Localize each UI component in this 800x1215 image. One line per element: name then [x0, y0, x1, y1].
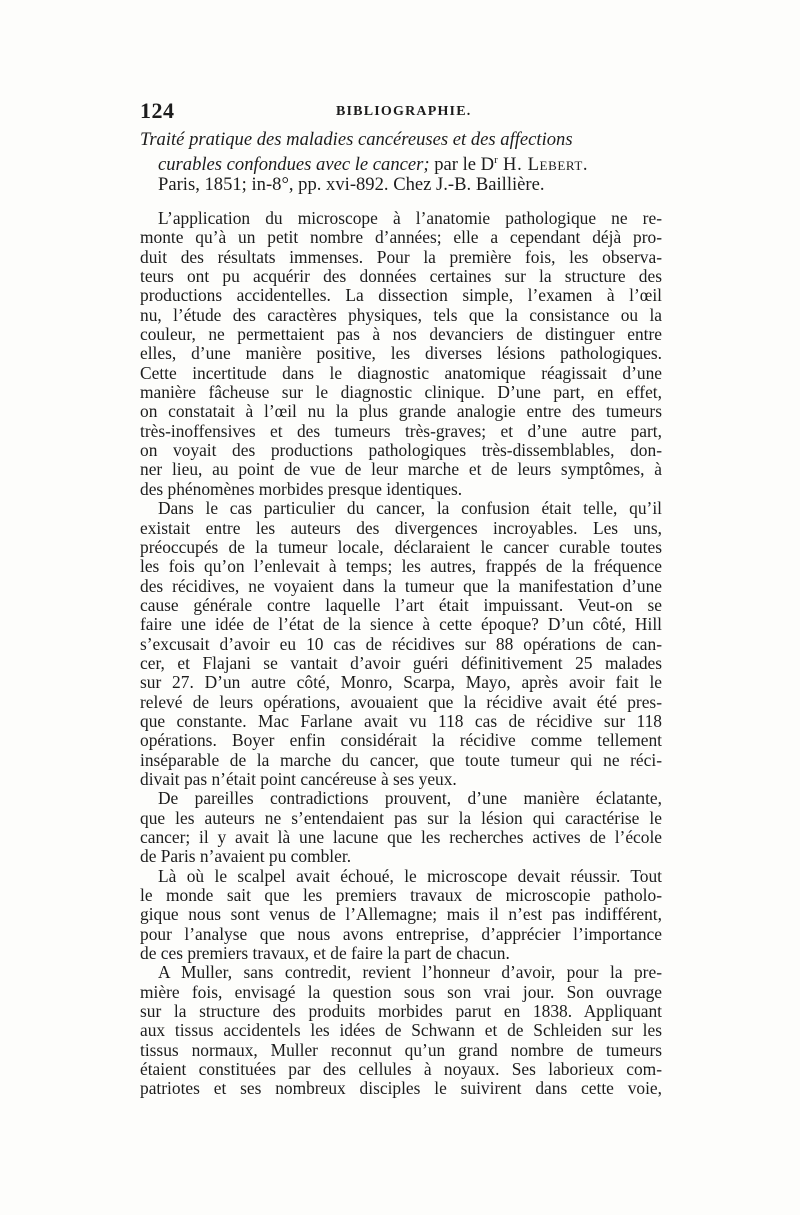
text-line: existait entre les auteurs des divergences incroyables. Les uns, — [140, 517, 662, 538]
text-line: A Muller, sans contredit, revient l’honneur d’avoir, pour la pre- — [158, 962, 662, 983]
text-line: couleur, ne permettaient pas à nos devanciers de distinguer entre — [140, 324, 662, 345]
text-line: préoccupés de la tumeur locale, déclaraient le cancer curable toutes — [140, 536, 662, 557]
text-line: teurs ont pu acquérir des données certaines sur la structure des — [140, 266, 662, 287]
text-line: que constante. Mac Farlane avait vu 118 cas de récidive sur 118 — [140, 710, 662, 731]
text-line: L’application du microscope à l’anatomie pathologique ne re- — [158, 208, 662, 228]
citation-author: H. Lebert. — [497, 154, 589, 176]
citation-title-end: curables confondues avec le cancer; — [158, 154, 430, 176]
running-head: BIBLIOGRAPHIE. — [336, 104, 472, 119]
text-line: productions accidentelles. La dissection simple, l’examen à l’œil — [140, 285, 662, 306]
text-line: cer, et Flajani se vantait d’avoir guéri définitivement 25 malades — [140, 652, 662, 673]
text-line: De pareilles contradictions prouvent, d’une manière éclatante, — [158, 788, 662, 809]
text-line: que les auteurs ne s’entendaient pas sur la lésion qui caractérise le — [140, 807, 662, 828]
text-line: faire une idée de l’état de la sience à cette époque? D’un côté, Hill — [140, 614, 662, 635]
text-line: duit des résultats immenses. Pour la première fois, les observa- — [140, 246, 662, 267]
text-line: cancer; il y avait là une lacune que les recherches actives de l’école — [140, 827, 662, 847]
text-line: tissus normaux, Muller reconnut qu’un grand nombre de tumeurs — [140, 1039, 662, 1060]
text-line: on constatait à l’œil nu la plus grande analogie entre des tumeurs — [140, 401, 662, 422]
text-line: s’excusait d’avoir eu 10 cas de récidives sur 88 opérations de can- — [140, 633, 662, 654]
citation-line-2 — [140, 150, 662, 175]
text-line: de ces premiers travaux, et de faire la part de chacun. — [140, 943, 510, 964]
citation-by: par le D — [429, 154, 495, 176]
text-line: patriotes et ses nombreux disciples le suivirent dans cette voie, — [140, 1078, 662, 1099]
text-line: on voyait des productions pathologiques très-dissemblables, don- — [140, 440, 662, 461]
page-number: 124 — [140, 98, 175, 123]
text-line: très-inoffensives et des tumeurs très-graves; et d’une autre part, — [140, 420, 662, 441]
text-line: le monde sait que les premiers travaux de microscopie patholo- — [140, 885, 662, 906]
text-line: cause générale contre laquelle l’art était impuissant. Veut-on se — [140, 594, 662, 615]
text-line: sur 27. D’un autre côté, Monro, Scarpa, Mayo, après avoir fait le — [140, 672, 662, 693]
text-line: les fois qu’on l’enlevait à temps; les autres, frappés de la fréquence — [140, 556, 662, 577]
body-text — [140, 209, 662, 1099]
text-line: manière fâcheuse sur le diagnostic clinique. D’une part, en effet, — [140, 382, 662, 403]
text-line: ner lieu, au point de vue de leur marche et de leurs symptômes, à — [140, 459, 662, 480]
text-line: des récidives, ne voyaient dans la tumeur que la manifestation d’une — [140, 575, 662, 596]
text-line: Là où le scalpel avait échoué, le microscope devait réussir. Tout — [158, 865, 662, 886]
text-line: divait pas n’était point cancéreuse à ses yeux. — [140, 768, 457, 789]
citation-title-line: Traité pratique des maladies cancéreuses et des affections — [140, 129, 573, 150]
text-line: pour l’analyse que nous avons entreprise, d’apprécier l’importance — [140, 923, 662, 944]
text-line: étaient constituées par des cellules à noyaux. Ses laborieux com- — [140, 1059, 662, 1080]
text-line: mière fois, envisagé la question sous son vrai jour. Son ouvrage — [140, 981, 662, 1002]
text-line: sur la structure des produits morbides parut en 1838. Appliquant — [140, 1001, 662, 1022]
text-line: opérations. Boyer enfin considérait la récidive comme tellement — [140, 730, 662, 751]
citation-publication: Paris, 1851; in-8°, pp. xvi-892. Chez J.-B. Baillière. — [158, 174, 545, 196]
book-citation — [140, 130, 662, 195]
text-line: Cette incertitude dans le diagnostic anatomique réagissait d’une — [140, 362, 662, 383]
text-line: elles, d’une manière positive, les diverses lésions pathologiques. — [140, 343, 662, 364]
text-line: nu, l’étude des caractères physiques, tels que la consistance ou la — [140, 304, 662, 325]
text-line: de Paris n’avaient pu combler. — [140, 846, 352, 867]
text-line: inséparable de la marche du cancer, que toute tumeur qui ne réci- — [140, 749, 662, 770]
text-line: des phénomènes morbides presque identiques. — [140, 478, 463, 499]
text-line: relevé de leurs opérations, avouaient que la récidive avait été pres- — [140, 691, 662, 712]
text-line: monte qu’à un petit nombre d’années; elle a cependant déjà pro- — [140, 227, 662, 248]
text-line: Dans le cas particulier du cancer, la confusion était telle, qu’il — [158, 498, 662, 519]
text-line: aux tissus accidentels les idées de Schwann et de Schleiden sur les — [140, 1020, 662, 1041]
text-line: gique nous sont venus de l’Allemagne; mais il n’est pas indifférent, — [140, 904, 662, 925]
page-header — [140, 98, 662, 128]
citation-sup: r — [494, 154, 498, 166]
